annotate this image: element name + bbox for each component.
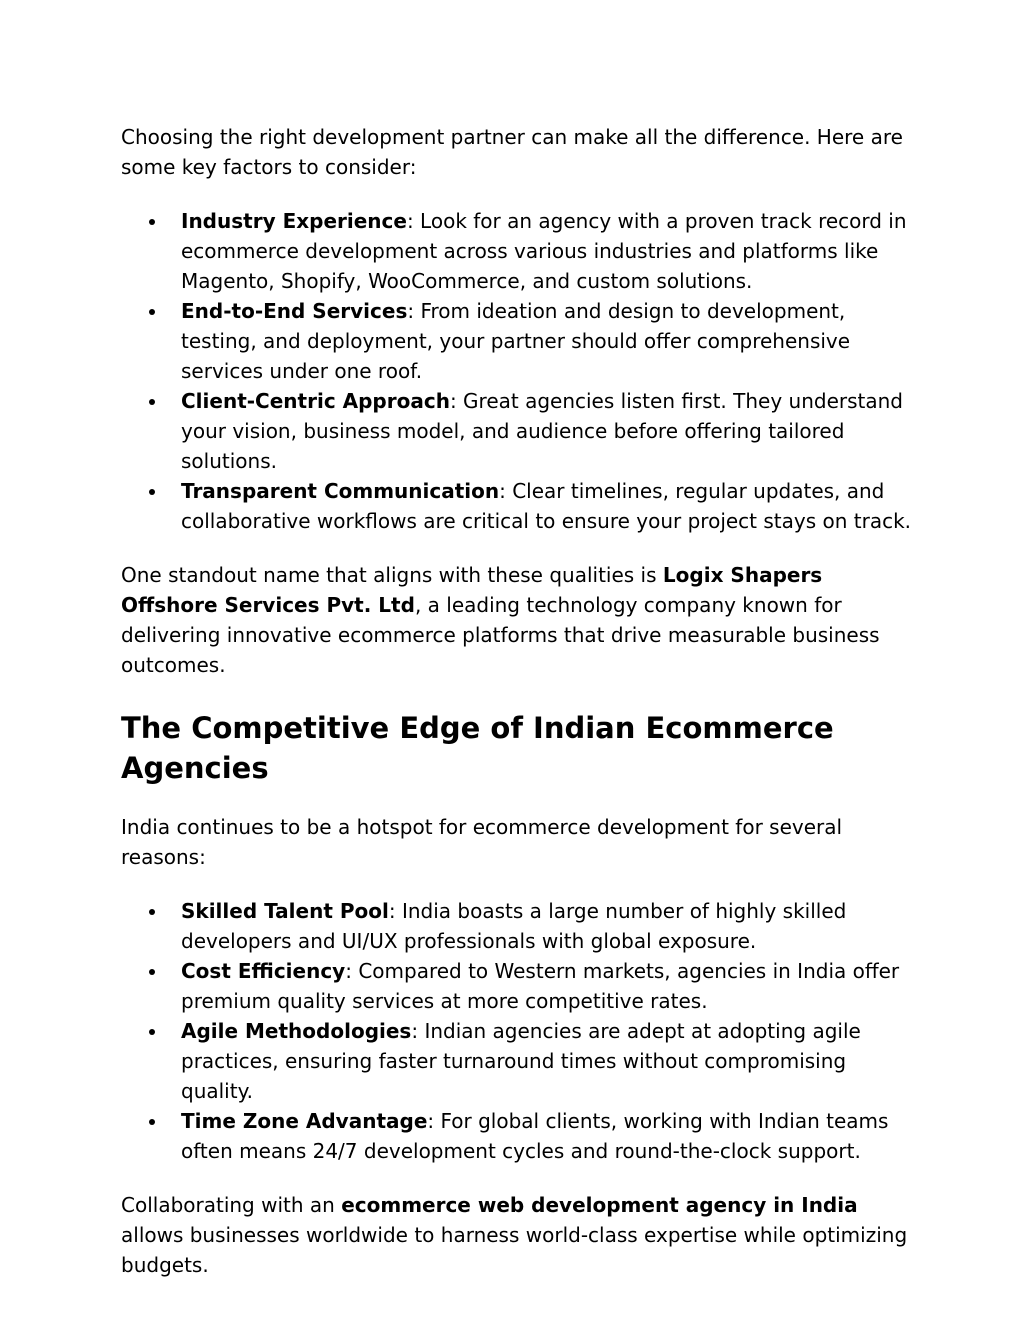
reason-text: : Compared to Western markets, agencies in India offer premium quality services at more competitive rates. [181,959,900,1013]
factor-term: Transparent Communication [181,479,500,503]
list-item [181,296,914,386]
reason-term: Skilled Talent Pool [181,899,389,923]
factor-text: : Look for an agency with a proven track record in ecommerce development across various industries and platforms like Magento, Shopify, WooCommerce, and custom solutions. [181,209,907,293]
list-item [181,386,914,476]
factor-text: : Clear timelines, regular updates, and collaborative workflows are critical to ensure your project stays on track. [181,479,912,533]
agency-keyword: ecommerce web development agency in India [341,1193,858,1217]
standout-before: One standout name that aligns with these qualities is [121,563,663,587]
india-intro-paragraph: India continues to be a hotspot for ecommerce development for several reasons: [121,815,843,869]
factor-term: Industry Experience [181,209,407,233]
list-item [181,206,914,296]
standout-paragraph [121,560,914,680]
factor-term: End-to-End Services [181,299,408,323]
closing-before: Collaborating with an [121,1193,342,1217]
factor-text: : Great agencies listen first. They understand your vision, business model, and audience before offering tailored solutions. [181,389,904,473]
reasons-list [121,896,914,1166]
reason-text: : Indian agencies are adept at adopting agile practices, ensuring faster turnaround times without compromising quality. [181,1019,861,1103]
list-item [181,1106,914,1166]
company-name: Logix Shapers Offshore Services Pvt. Ltd [121,563,823,617]
standout-after: , a leading technology company known for delivering innovative ecommerce platforms that drive measurable business outcomes. [121,593,880,677]
reason-text: : For global clients, working with Indian teams often means 24/7 development cycles and round-the-clock support. [181,1109,889,1163]
reason-term: Cost Efficiency [181,959,346,983]
reason-text: : India boasts a large number of highly skilled developers and UI/UX professionals with global exposure. [181,899,847,953]
list-item [181,1016,914,1106]
factors-list [121,206,914,536]
closing-after: allows businesses worldwide to harness world-class expertise while optimizing budgets. [121,1223,908,1277]
intro-paragraph: Choosing the right development partner can make all the difference. Here are some key factors to consider: [121,125,903,179]
section-heading: The Competitive Edge of Indian Ecommerce Agencies [121,711,834,785]
factor-text: : From ideation and design to development, testing, and deployment, your partner should offer comprehensive services under one roof. [181,299,851,383]
factor-term: Client-Centric Approach [181,389,450,413]
list-item [181,476,914,536]
closing-paragraph [121,1190,914,1280]
list-item [181,956,914,1016]
reason-term: Time Zone Advantage [181,1109,428,1133]
list-item [181,896,914,956]
reason-term: Agile Methodologies [181,1019,412,1043]
